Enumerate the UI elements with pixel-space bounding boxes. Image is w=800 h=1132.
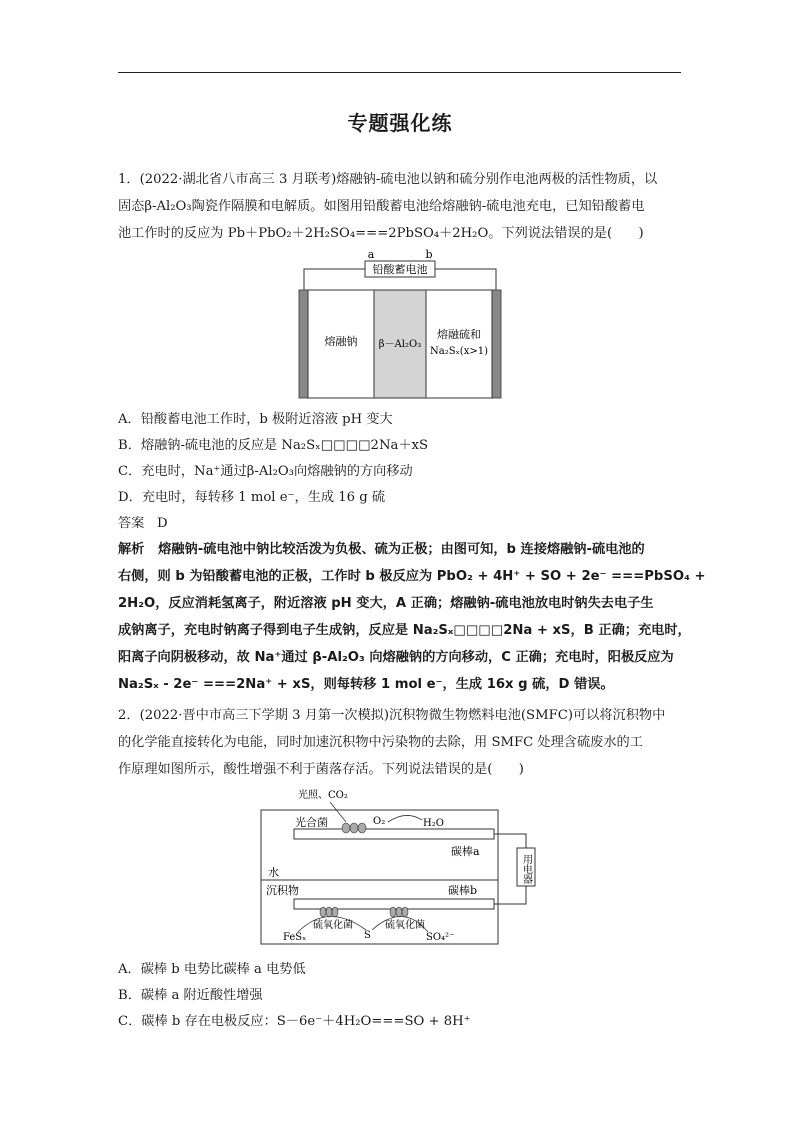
beta-alumina-label: β－Al₂O₃: [378, 339, 422, 350]
light-co2-label: 光照、CO₂: [298, 790, 348, 801]
bacteria-cell: [402, 907, 408, 917]
q1-analysis-line-3: 2H₂O，反应消耗氢离子，附近溶液 pH 变大，A 正确；熔融钠-硫电池放电时钠失去电子生: [118, 596, 654, 611]
q1-line-2: 固态β-Al₂O₃陶瓷作隔膜和电解质。如图用铅酸蓄电池给熔融钠-硫电池充电，已知铅酸蓄电: [118, 199, 645, 214]
q1-analysis-line-5: 阳离子向阴极移动，故 Na⁺通过 β-Al₂O₃ 向熔融钠的方向移动，C 正确；充电时，阳极反应为: [118, 650, 674, 665]
q1-analysis-line-6: Na₂Sₓ - 2e⁻ ===2Na⁺ + xS，则每转移 1 mol e⁻，生成 16x g 硫，D 错误。: [118, 677, 614, 692]
bacteria-cell: [320, 907, 326, 917]
bacteria-cell: [396, 907, 402, 917]
top-rule: [118, 72, 681, 73]
sulfur-oxidizing-bacteria-label-2: 硫氧化菌: [385, 920, 425, 931]
q2-diagram: [258, 782, 548, 952]
q1-option-c: C．充电时，Na⁺通过β-Al₂O₃向熔融钠的方向移动: [118, 464, 413, 479]
bacteria-cell: [326, 907, 332, 917]
q1-analysis-line-1: [118, 541, 645, 559]
molten-sodium-label: 熔融钠: [324, 335, 358, 348]
bacteria-cell: [390, 907, 396, 917]
carbon-rod-a-label: 碳棒a: [451, 845, 480, 858]
fes-label: FeSₓ: [283, 932, 307, 943]
q1-option-b: B．熔融钠-硫电池的反应是 Na₂Sₓ□□□□2Na＋xS: [118, 438, 429, 453]
external-wire-b: [494, 886, 526, 904]
lead-acid-battery-label: 铅酸蓄电池: [372, 263, 428, 276]
q2-line-3: 作原理如图所示，酸性增强不利于菌落存活。下列说法错误的是( ): [118, 762, 524, 777]
bacteria-cell: [358, 823, 366, 833]
page-title: 专题强化练: [347, 111, 453, 135]
q1-diagram: [290, 246, 510, 402]
label-a: a: [367, 248, 375, 261]
photosynthetic-bacteria-label: 光合菌: [295, 816, 328, 829]
bacteria-cell: [350, 823, 358, 833]
h2o-label: H₂O: [423, 818, 444, 829]
q2-line-1: 2．(2022·晋中市高三下学期 3 月第一次模拟)沉积物微生物燃料电池(SMFC)可以将沉积物中: [118, 708, 666, 723]
external-wire: [494, 834, 526, 848]
q1-line-1: 1．(2022·湖北省八市高三 3 月联考)熔融钠-硫电池以钠和硫分别作电池两极的活性物质，以: [118, 172, 658, 187]
s-label: S: [364, 930, 371, 941]
q1-answer: [118, 515, 168, 533]
sediment-label: 沉积物: [266, 884, 299, 897]
q1-line-3: 池工作时的反应为 Pb＋PbO₂＋2H₂SO₄===2PbSO₄＋2H₂O。下列说法错误的是( ): [118, 226, 644, 241]
bacteria-cell: [332, 907, 338, 917]
water-label: 水: [268, 866, 279, 879]
q2-line-2: 的化学能直接转化为电能，同时加速沉积物中污染物的去除，用 SMFC 处理含硫废水的工: [118, 735, 643, 750]
analysis-label: 解析: [118, 542, 145, 557]
bacteria-cell: [342, 823, 350, 833]
q1-analysis-line-2: 右侧，则 b 为铅酸蓄电池的正极，工作时 b 极反应为 PbO₂ + 4H⁺ + SO + 2e⁻ ===PbSO₄ +: [118, 569, 706, 584]
q1-option-a: A．铅酸蓄电池工作时，b 极附近溶液 pH 变大: [118, 412, 393, 427]
wire-left: [304, 269, 365, 290]
electrical-device-label: 用电器: [520, 854, 532, 884]
molten-sulfur-label: 熔融硫和: [437, 328, 481, 341]
right-electrode: [492, 290, 501, 398]
q1-analysis-line-4: 成钠离子，充电时钠离子得到电子生成钠，反应是 Na₂Sₓ□□□□2Na + xS，B 正确；充电时，: [118, 623, 691, 638]
carbon-rod-b-label: 碳棒b: [448, 884, 478, 897]
answer-label: 答案: [118, 516, 145, 531]
q2-option-a: A．碳棒 b 电势比碳棒 a 电势低: [118, 962, 306, 977]
q1-option-d: D．充电时，每转移 1 mol e⁻，生成 16 g 硫: [118, 490, 386, 505]
o2-label: O₂: [373, 816, 386, 827]
sulfur-oxidizing-bacteria-label-1: 硫氧化菌: [313, 920, 353, 931]
analysis-text-1: 熔融钠-硫电池中钠比较活泼为负极、硫为正极；由图可知，b 连接熔融钠-硫电池的: [158, 542, 645, 557]
q2-option-c: C．碳棒 b 存在电极反应：S－6e⁻＋4H₂O===SO + 8H⁺: [118, 1014, 471, 1029]
left-electrode: [299, 290, 308, 398]
label-b: b: [425, 248, 433, 261]
answer-value: D: [156, 516, 168, 531]
wire-right: [435, 269, 496, 290]
so4-label: SO₄²⁻: [426, 932, 455, 943]
polysulfide-label: Na₂Sₓ(x>1): [430, 346, 488, 357]
carbon-rod-a: [294, 829, 494, 839]
q2-option-b: B．碳棒 a 附近酸性增强: [118, 988, 263, 1003]
